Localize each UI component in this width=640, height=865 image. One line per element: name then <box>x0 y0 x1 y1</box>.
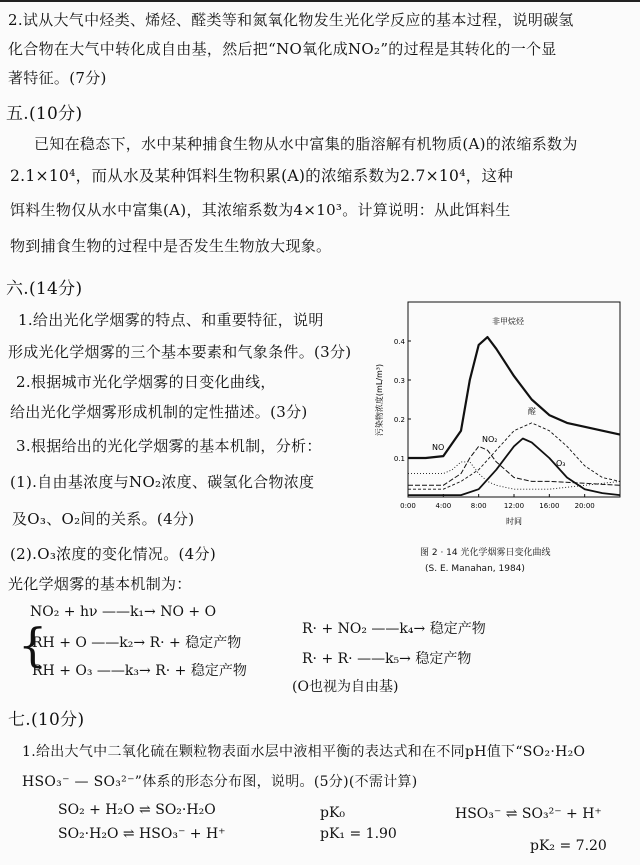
x-tick-label: 12:00 <box>503 502 525 510</box>
chart-svg <box>372 290 627 530</box>
label-no: NO <box>432 443 445 452</box>
q7-eq2: SO₂·H₂O ⇌ HSO₃⁻ + H⁺ <box>58 826 226 842</box>
y-tick-label: 0.1 <box>393 455 405 463</box>
q7-pk2: pK₂ = 7.20 <box>530 838 607 854</box>
q2-line1: 2.试从大气中烃类、烯烃、醛类等和氮氧化物发生光化学反应的基本过程，说明碳氢 <box>8 11 574 29</box>
q7-line1: 1.给出大气中二氧化硫在颗粒物表面水层中液相平衡的表达式和在不同pH值下“SO₂·H₂O <box>22 744 586 760</box>
q7-pk0: pK₀ <box>320 805 346 821</box>
q5-line3: 饵料生物仅从水中富集(A)，其浓缩系数为4×10³。计算说明：从此饵料生 <box>10 201 511 219</box>
y-tick-label: 0.2 <box>393 416 405 424</box>
mechanism-r4: R· + NO₂ ——k₄→ 稳定产物 <box>302 621 486 637</box>
mechanism-r3: RH + O₃ ——k₃→ R· + 稳定产物 <box>32 663 247 679</box>
q6-line4: 给出光化学烟雾形成机制的定性描述。(3分) <box>10 403 308 421</box>
y-tick-label: 0.4 <box>393 338 405 346</box>
q7-eq3: HSO₃⁻ ⇌ SO₃²⁻ + H⁺ <box>455 806 602 822</box>
q6-line3: 2.根据城市光化学烟雾的日变化曲线， <box>16 373 276 391</box>
equation-brace: { <box>18 618 48 672</box>
page-top-border <box>0 0 640 2</box>
series-line-2 <box>408 446 620 485</box>
q5-line1: 已知在稳态下，水中某种捕食生物从水中富集的脂溶解有机物质(A)的浓缩系数为 <box>34 135 578 153</box>
label-no2: NO₂ <box>482 435 498 444</box>
y-axis-label: 污染物浓度(mL/m³) <box>375 363 384 437</box>
q2-line3: 著特征。(7分) <box>8 69 107 87</box>
x-axis-label: 时间 <box>506 517 522 526</box>
mechanism-note: (O也视为自由基) <box>292 679 399 695</box>
q6-line7: 及O₃、O₂间的关系。(4分) <box>12 510 195 528</box>
q7-line2: HSO₃⁻ — SO₃²⁻”体系的形态分布图，说明。(5分)(不需计算) <box>22 774 418 790</box>
label-o3: O₃ <box>556 459 566 468</box>
q7-eq1: SO₂ + H₂O ⇌ SO₂·H₂O <box>58 802 216 818</box>
q6-line2: 形成光化学烟雾的三个基本要素和气象条件。(3分) <box>8 343 352 361</box>
smog-diurnal-chart <box>372 290 627 530</box>
series-line-0 <box>408 337 620 458</box>
x-tick-label: 4:00 <box>435 502 452 510</box>
label-hydrocarbon: 非甲烷烃 <box>492 317 524 326</box>
y-tick-label: 0.3 <box>393 377 405 385</box>
q5-line2: 2.1×10⁴，而从水及某种饵料生物积累(A)的浓缩系数为2.7×10⁴，这种 <box>10 167 514 185</box>
x-tick-label: 0:00 <box>400 502 416 510</box>
q7-pk1: pK₁ = 1.90 <box>320 826 397 842</box>
x-tick-label: 16:00 <box>539 502 560 510</box>
q6-line5: 3.根据给出的光化学烟雾的基本机制，分析： <box>16 437 322 455</box>
mechanism-r5: R· + R· ——k₅→ 稳定产物 <box>302 651 472 667</box>
mechanism-r1: NO₂ + hν ——k₁→ NO + O <box>30 604 217 620</box>
q6-line1: 1.给出光化学烟雾的特点、和重要特征，说明 <box>18 311 324 329</box>
q2-line2: 化合物在大气中转化成自由基，然后把“NO氧化成NO₂”的过程是其转化的一个显 <box>8 40 557 58</box>
q6-line8: (2).O₃浓度的变化情况。(4分) <box>10 545 216 563</box>
q6-line9: 光化学烟雾的基本机制为： <box>8 575 192 593</box>
q5-line4: 物到捕食生物的过程中是否发生生物放大现象。 <box>10 237 332 255</box>
x-tick-label: 8:00 <box>470 502 487 510</box>
q6-header: 六.(14分) <box>6 279 83 299</box>
q5-header: 五.(10分) <box>6 104 83 124</box>
q6-line6: (1).自由基浓度与NO₂浓度、碳氢化合物浓度 <box>10 473 315 491</box>
figure-caption: 图 2 · 14 光化学烟雾日变化曲线 <box>420 548 551 558</box>
q7-header: 七.(10分) <box>8 710 85 730</box>
label-aldehyde: 醛 <box>528 407 536 416</box>
x-tick-label: 20:00 <box>574 502 595 510</box>
figure-source: (S. E. Manahan, 1984) <box>425 564 525 574</box>
mechanism-r2: RH + O ——k₂→ R· + 稳定产物 <box>32 635 242 651</box>
